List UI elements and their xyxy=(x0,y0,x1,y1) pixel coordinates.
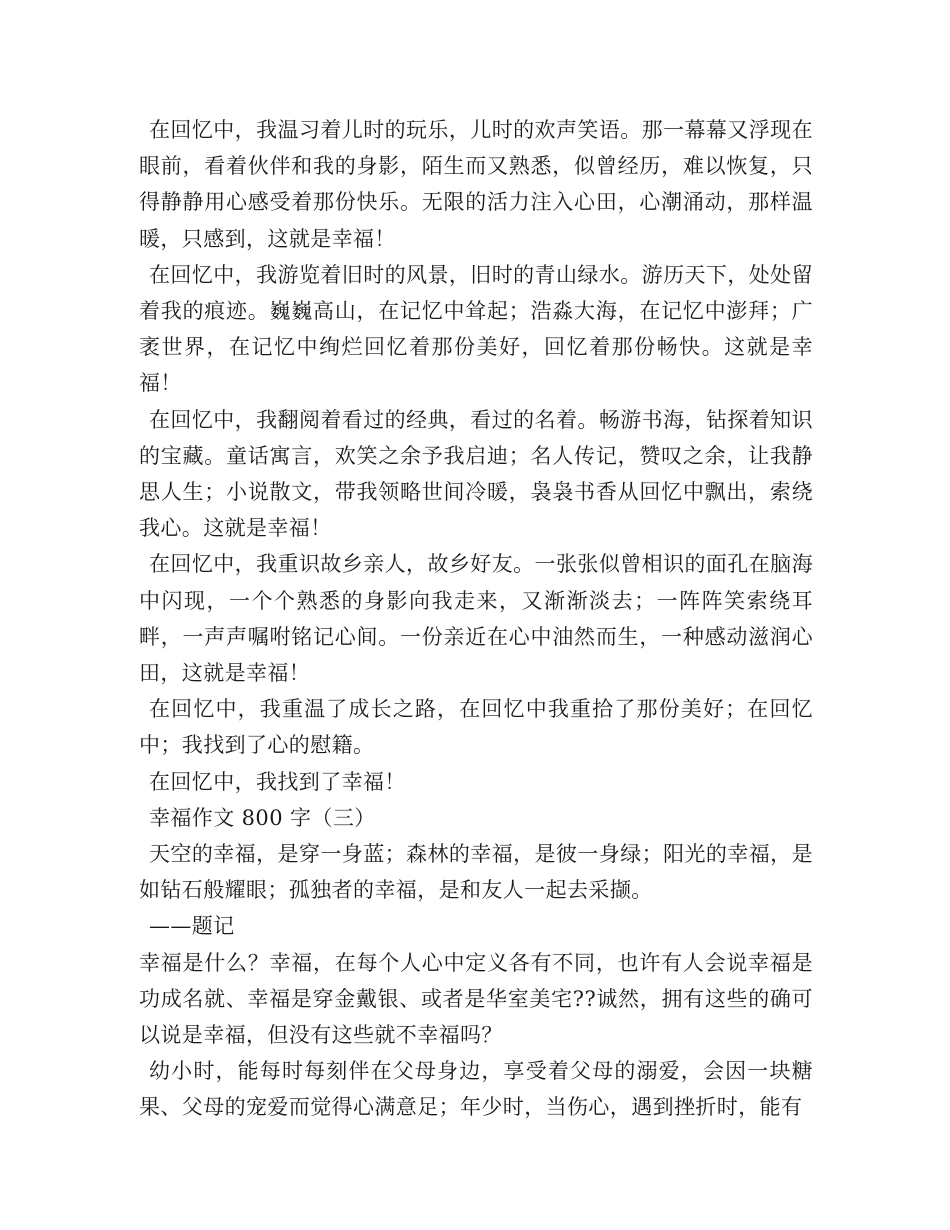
section-heading: 幸福作文 800 字（三） xyxy=(149,805,376,830)
paragraph-epigraph-label: ——题记 xyxy=(149,914,235,939)
paragraph-sky-forest: 天空的幸福，是穿一身蓝；森林的幸福，是彼一身绿；阳光的幸福，是如钻石般耀眼；孤独者的幸福，是和友人一起去采撷。 xyxy=(139,842,813,903)
paragraph-hometown-relatives: 在回忆中，我重识故乡亲人，故乡好友。一张张似曾相识的面孔在脑海中闪现，一个个熟悉的身影向我走来，又渐渐淡去；一阵阵笑索绕耳畔，一声声嘱咐铭记心间。一份亲近在心中油然而生，一种感动滋润心田，这就是幸福！ xyxy=(139,552,813,686)
paragraph-childhood-memories: 在回忆中，我温习着儿时的玩乐，儿时的欢声笑语。那一幕幕又浮现在眼前，看着伙伴和我的身影，陌生而又熟悉，似曾经历，难以恢复，只得静静用心感受着那份快乐。无限的活力注入心田，心潮涌动，那样温暖，只感到，这就是幸福！ xyxy=(139,118,813,251)
paragraph-growth-road: 在回忆中，我重温了成长之路，在回忆中我重拾了那份美好；在回忆中；我找到了心的慰籍。 xyxy=(139,697,813,758)
paragraph-found-happiness: 在回忆中，我找到了幸福！ xyxy=(149,769,406,794)
paragraph-childhood-parents: 幼小时，能每时每刻伴在父母身边，享受着父母的溺爱，会因一块糖果、父母的宠爱而觉得心满意足；年少时，当伤心，遇到挫折时，能有 xyxy=(139,1059,813,1120)
paragraph-old-scenery: 在回忆中，我游览着旧时的风景，旧时的青山绿水。游历天下，处处留着我的痕迹。巍巍高山，在记忆中耸起；浩淼大海，在记忆中澎拜；广袤世界，在记忆中绚烂回忆着那份美好，回忆着那份畅快。这就是幸福！ xyxy=(139,262,813,396)
paragraph-what-is-happiness: 幸福是什么？幸福，在每个人心中定义各有不同，也许有人会说幸福是功成名就、幸福是穿金戴银、或者是华室美宅??诚然，拥有这些的确可以说是幸福，但没有这些就不幸福吗？ xyxy=(139,950,813,1048)
paragraph-classic-books: 在回忆中，我翻阅着看过的经典，看过的名着。畅游书海，钻探着知识的宝藏。童话寓言，欢笑之余予我启迪；名人传记，赞叹之余，让我静思人生；小说散文，带我领略世间冷暖，袅袅书香从回忆中飘出，索绕我心。这就是幸福！ xyxy=(139,407,813,541)
document-page xyxy=(139,112,813,1126)
